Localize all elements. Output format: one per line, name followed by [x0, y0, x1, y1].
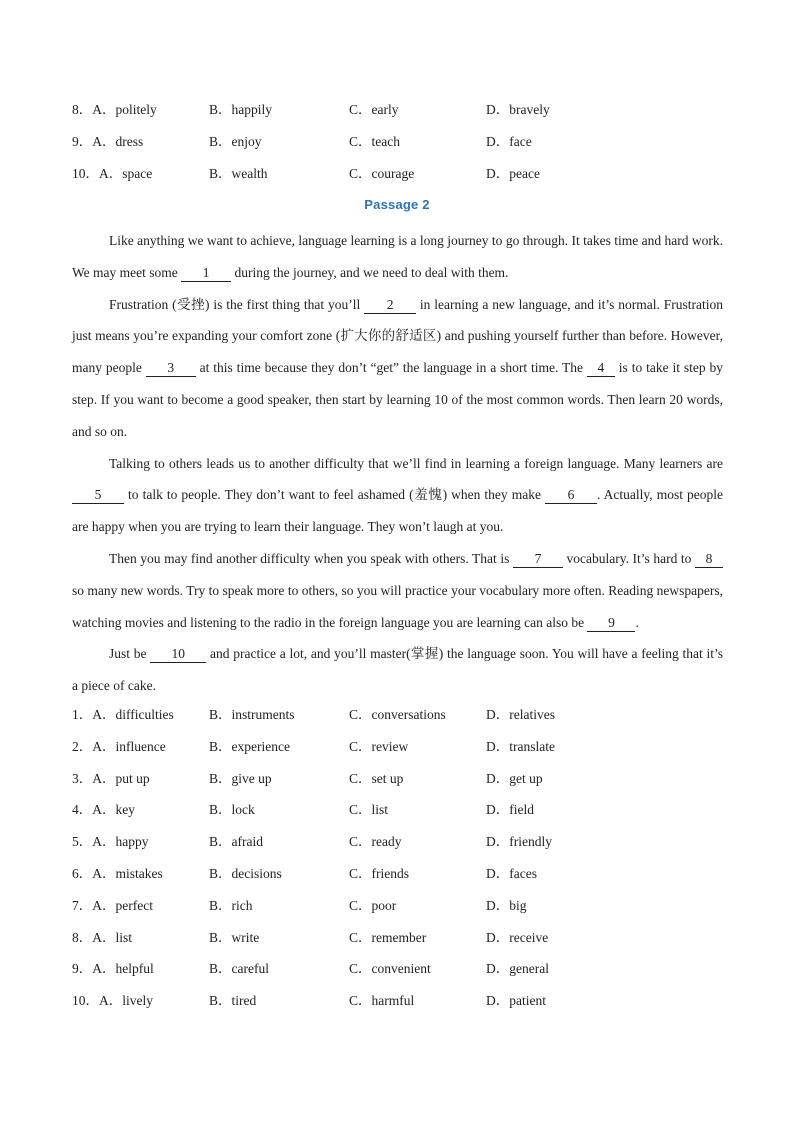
options-list	[72, 705, 732, 1023]
paragraph-text: to talk to people. They don’t want to feel ashamed (羞愧) when they make	[124, 487, 545, 503]
option-b: B．happily	[209, 102, 272, 117]
option-d: D．peace	[486, 165, 540, 181]
paragraph-text: Just be	[109, 646, 151, 662]
option-c: C．convenient	[349, 961, 431, 977]
option-d: D．big	[486, 897, 527, 913]
paragraph-3	[72, 448, 723, 543]
option-row	[72, 928, 732, 960]
option-b: B．write	[209, 929, 260, 945]
option-row	[72, 832, 732, 864]
paragraph-text: during the journey, and we need to deal with them.	[231, 264, 509, 280]
option-a: 7．A．perfect	[72, 897, 153, 913]
option-c: C．set up	[349, 770, 404, 786]
option-d: D．faces	[486, 865, 537, 881]
option-row	[72, 896, 732, 928]
paragraph-text: Then you may find another difficulty when you speak with others. That is	[109, 550, 513, 566]
option-row	[72, 769, 732, 801]
paragraph-text: vocabulary. It’s hard to	[562, 550, 695, 566]
option-a: 9．A．dress	[72, 133, 144, 149]
blank-9: 9	[587, 615, 635, 632]
option-d: D．patient	[486, 993, 546, 1009]
option-a: 2．A．influence	[72, 738, 166, 754]
option-row	[72, 705, 732, 737]
option-b: B．tired	[209, 993, 257, 1009]
paragraph-text: Frustration (受挫) is the first thing that you’ll	[109, 296, 365, 312]
paragraph-text: so many new words. Try to speak more to others, so you will practice your vocabulary more often. Reading newspapers, watching movies and listening to the radio in the foreign language you are learning can also be	[72, 582, 723, 630]
option-d: D．general	[486, 961, 549, 977]
option-b: B．rich	[209, 897, 253, 913]
passage-body	[72, 225, 723, 702]
option-row	[72, 864, 732, 896]
option-b: B．enjoy	[209, 133, 262, 149]
option-row	[72, 100, 732, 132]
option-b: B．lock	[209, 802, 255, 818]
option-b: B．wealth	[209, 165, 268, 181]
option-row	[72, 132, 732, 164]
option-c: C．list	[349, 802, 389, 818]
option-b: B．experience	[209, 738, 290, 754]
blank-1: 1	[181, 265, 231, 282]
paragraph-text: and practice a lot, and you’ll master(掌握) the language soon. You will have a feeling that it’s a piece of cake.	[72, 646, 723, 694]
option-row	[72, 959, 732, 991]
option-row	[72, 991, 732, 1023]
option-c: C．review	[349, 738, 409, 754]
blank-2: 2	[364, 297, 416, 314]
option-c: C．friends	[349, 865, 409, 881]
option-row	[72, 800, 732, 832]
option-row	[72, 164, 732, 196]
option-c: C．early	[349, 102, 399, 117]
option-c: C．remember	[349, 929, 427, 945]
option-a: 10．A．lively	[72, 993, 153, 1009]
option-a: 1．A．difficulties	[72, 707, 174, 722]
paragraph-text: in learning a new language, and it’s normal. Frustration just means you’re expanding your comfort zone (扩大你的舒适区) and pushing yourself further than before. However, many people	[72, 296, 723, 376]
option-c: C．ready	[349, 834, 402, 850]
paragraph-text: is to take it step by step. If you want to become a good speaker, then start by learning 10 of the most common words. Then learn 20 words, and so on.	[72, 360, 723, 439]
option-a: 8．A．list	[72, 929, 133, 945]
option-d: D．friendly	[486, 834, 552, 850]
option-d: D．face	[486, 133, 532, 149]
paragraph-text: .	[635, 614, 639, 630]
blank-8: 8	[695, 551, 723, 568]
option-b: B．instruments	[209, 707, 295, 722]
option-b: B．careful	[209, 961, 269, 977]
option-row	[72, 737, 732, 769]
option-d: D．receive	[486, 929, 549, 945]
blank-4: 4	[587, 360, 615, 377]
option-c: C．poor	[349, 897, 397, 913]
blank-5: 5	[72, 487, 124, 504]
option-b: B．give up	[209, 770, 272, 786]
option-c: C．harmful	[349, 993, 415, 1009]
passage-title: Passage 2	[364, 197, 430, 212]
blank-10: 10	[150, 646, 206, 663]
option-a: 5．A．happy	[72, 834, 149, 850]
paragraph-5	[72, 638, 723, 702]
paragraph-2	[72, 289, 723, 448]
option-d: D．get up	[486, 770, 543, 786]
option-a: 6．A．mistakes	[72, 865, 163, 881]
paragraph-text: Talking to others leads us to another difficulty that we’ll find in learning a foreign language. Many learners are	[109, 455, 723, 471]
paragraph-text: at this time because they don’t “get” the language in a short time. The	[195, 360, 587, 376]
option-d: D．field	[486, 802, 534, 818]
paragraph-text: Like anything we want to achieve, language learning is a long journey to go through. It takes time and hard work. We may meet some	[72, 233, 723, 280]
option-c: C．courage	[349, 165, 415, 181]
option-d: D．relatives	[486, 707, 555, 722]
paragraph-4	[72, 543, 723, 638]
paragraph-text: . Actually, most people are happy when you are trying to learn their language. They won’t laugh at you.	[72, 487, 723, 535]
blank-3: 3	[146, 360, 196, 377]
option-a: 10．A．space	[72, 165, 153, 181]
option-a: 4．A．key	[72, 802, 135, 818]
option-a: 8．A．politely	[72, 102, 157, 117]
paragraph-1	[72, 225, 723, 289]
option-a: 3．A．put up	[72, 770, 150, 786]
option-d: D．translate	[486, 738, 555, 754]
option-b: B．afraid	[209, 834, 263, 850]
option-c: C．conversations	[349, 707, 446, 722]
option-a: 9．A．helpful	[72, 961, 154, 977]
blank-7: 7	[513, 551, 563, 568]
blank-6: 6	[545, 487, 597, 504]
previous-options	[72, 100, 732, 195]
option-b: B．decisions	[209, 865, 282, 881]
option-c: C．teach	[349, 133, 400, 149]
option-d: D．bravely	[486, 102, 550, 117]
